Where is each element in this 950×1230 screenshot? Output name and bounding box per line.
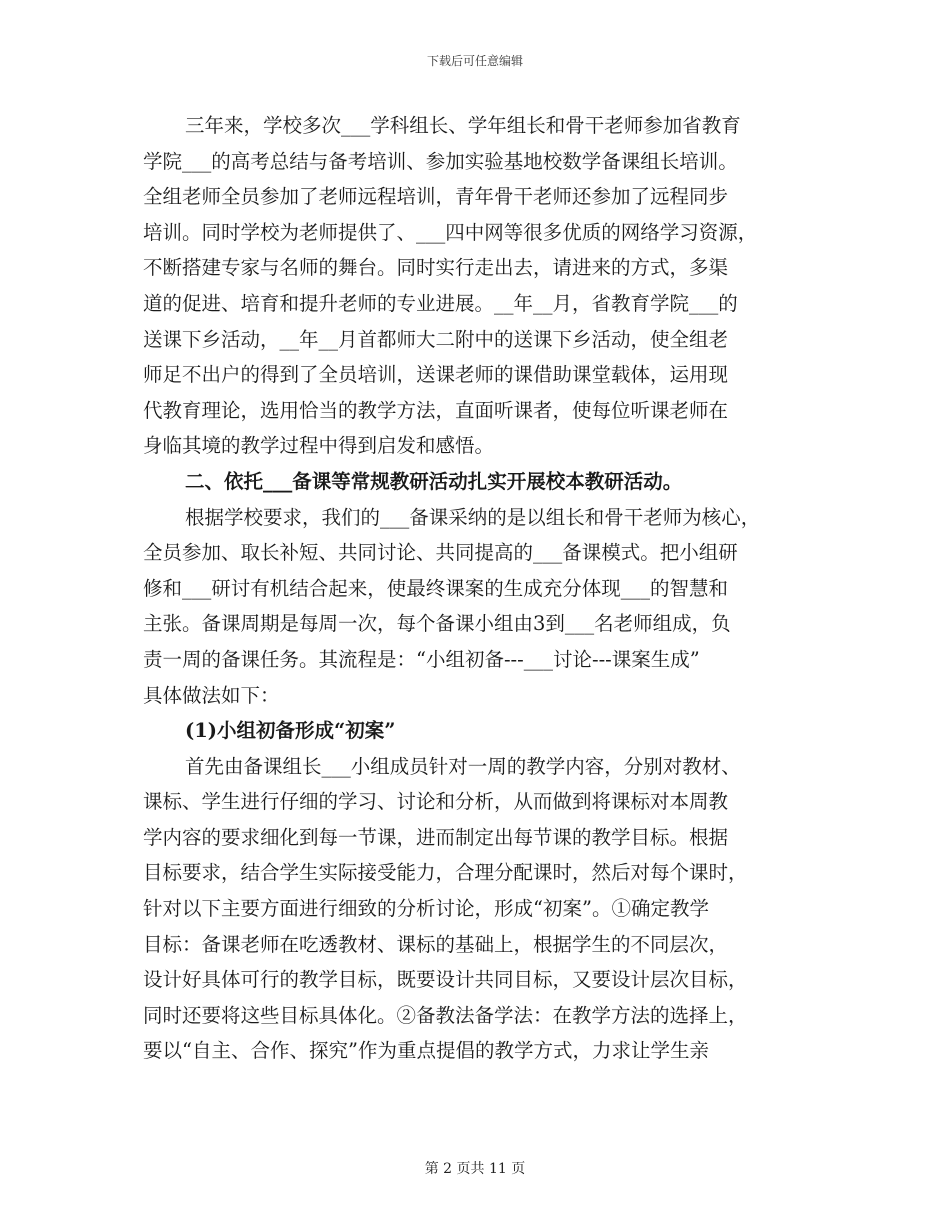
paragraph-line: 身临其境的教学过程中得到启发和感悟。 [143, 434, 495, 458]
paragraph-line: 主张。备课周期是每周一次，每个备课小组由3到___名老师组成，负 [143, 612, 731, 636]
paragraph-line: 送课下乡活动，__年__月首都师大二附中的送课下乡活动，使全组老 [143, 327, 729, 351]
paragraph-line: 修和___研讨有机结合起来，使最终课案的生成充分体现___的智慧和 [143, 576, 729, 600]
paragraph-line: 根据学校要求，我们的___备课采纳的是以组长和骨干老师为核心， [185, 505, 761, 529]
paragraph-line: 目标要求，结合学生实际接受能力，合理分配课时，然后对每个课时， [143, 861, 748, 885]
paragraph-line: 学院___的高考总结与备考培训、参加实验基地校数学备课组长培训。 [143, 149, 738, 173]
paragraph-line: 针对以下主要方面进行细致的分析讨论，形成“初案”。①确定教学 [143, 897, 709, 921]
paragraph-line: 全组老师全员参加了老师远程培训，青年骨干老师还参加了远程同步 [143, 185, 729, 209]
paragraph-line: 培训。同时学校为老师提供了、___四中网等很多优质的网络学习资源， [143, 220, 758, 244]
paragraph-line: 具体做法如下： [143, 683, 280, 707]
paragraph-line: 同时还要将这些目标具体化。②备教法备学法：在教学方法的选择上， [143, 1003, 748, 1027]
page-header: 下载后可任意编辑 [426, 54, 523, 68]
paragraph-line: 课标、学生进行仔细的学习、讨论和分析，从而做到将课标对本周教 [143, 790, 729, 814]
subsection-heading: (1)小组初备形成“初案” [185, 719, 396, 743]
paragraph-line: 全员参加、取长补短、共同讨论、共同提高的___备课模式。把小组研 [143, 541, 738, 565]
paragraph-line: 首先由备课组长___小组成员针对一周的教学内容，分别对教材、 [185, 754, 741, 778]
paragraph-line: 设计好具体可行的教学目标，既要设计共同目标，又要设计层次目标， [143, 968, 748, 992]
paragraph-line: 三年来，学校多次___学科组长、学年组长和骨干老师参加省教育 [185, 114, 741, 137]
paragraph-line: 师足不出户的得到了全员培训，送课老师的课借助课堂载体，运用现 [143, 363, 729, 387]
paragraph-line: 代教育理论，选用恰当的教学方法，直面听课者，使每位听课老师在 [143, 398, 729, 422]
paragraph-line: 学内容的要求细化到每一节课，进而制定出每节课的教学目标。根据 [143, 825, 729, 849]
page-footer: 第 2 页共 11 页 [424, 1161, 526, 1177]
paragraph-line: 责一周的备课任务。其流程是：“小组初备---___讨论---课案生成” [143, 647, 700, 671]
section-heading: 二、依托___备课等常规教研活动扎实开展校本教研活动。 [185, 469, 683, 493]
document-body [143, 108, 815, 1069]
paragraph-line: 道的促进、培育和提升老师的专业进展。__年__月，省教育学院___的 [143, 291, 738, 315]
paragraph-line: 要以“自主、合作、探究”作为重点提倡的教学方式，力求让学生亲 [143, 1039, 709, 1063]
paragraph-line: 不断搭建专家与名师的舞台。同时实行走出去，请进来的方式，多渠 [143, 256, 729, 280]
paragraph-line: 目标：备课老师在吃透教材、课标的基础上，根据学生的不同层次， [143, 932, 729, 956]
